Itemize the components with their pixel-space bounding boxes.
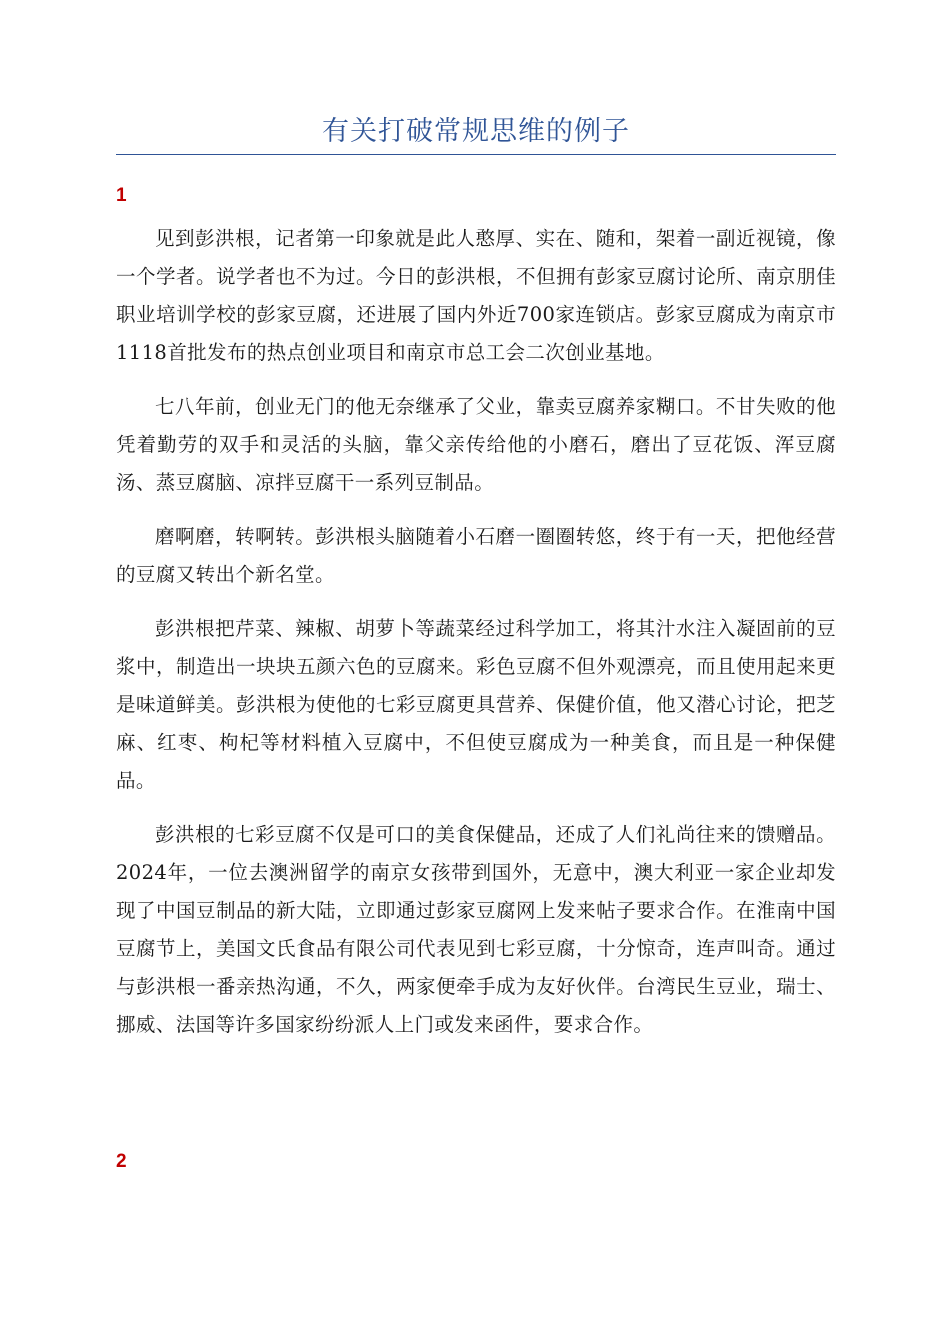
paragraph-2: 七八年前，创业无门的他无奈继承了父业，靠卖豆腐养家糊口。不甘失败的他凭着勤劳的双手和灵活的头脑，靠父亲传给他的小磨石，磨出了豆花饭、浑豆腐汤、蒸豆腐脑、凉拌豆腐干一系列豆制品。	[116, 395, 836, 494]
section-number-1: 1	[116, 185, 127, 206]
section-number-2: 2	[116, 1151, 127, 1172]
paragraph-4: 彭洪根把芹菜、辣椒、胡萝卜等蔬菜经过科学加工，将其汁水注入凝固前的豆浆中，制造出一块块五颜六色的豆腐来。彩色豆腐不但外观漂亮，而且使用起来更是味道鲜美。彭洪根为使他的七彩豆腐更具营养、保健价值，他又潜心讨论，把芝麻、红枣、枸杞等材料植入豆腐中，不但使豆腐成为一种美食，而且是一种保健品。	[116, 617, 836, 792]
document-title: 有关打破常规思维的例子	[322, 116, 630, 147]
paragraph-5: 彭洪根的七彩豆腐不仅是可口的美食保健品，还成了人们礼尚往来的馈赠品。2024年，一位去澳洲留学的南京女孩带到国外，无意中，澳大利亚一家企业却发现了中国豆制品的新大陆，立即通过彭家豆腐网上发来帖子要求合作。在淮南中国豆腐节上，美国文氏食品有限公司代表见到七彩豆腐，十分惊奇，连声叫奇。通过与彭洪根一番亲热沟通，不久，两家便牵手成为友好伙伴。台湾民生豆业，瑞士、挪威、法国等许多国家纷纷派人上门或发来函件，要求合作。	[116, 823, 836, 1036]
paragraph-3: 磨啊磨，转啊转。彭洪根头脑随着小石磨一圈圈转悠，终于有一天，把他经营的豆腐又转出个新名堂。	[116, 525, 836, 586]
title-divider	[116, 154, 836, 155]
section-1-body	[116, 220, 836, 1060]
paragraph-1: 见到彭洪根，记者第一印象就是此人憨厚、实在、随和，架着一副近视镜，像一个学者。说学者也不为过。今日的彭洪根，不但拥有彭家豆腐讨论所、南京朋佳职业培训学校的彭家豆腐，还进展了国内外近700家连锁店。彭家豆腐成为南京市1118首批发布的热点创业项目和南京市总工会二次创业基地。	[116, 227, 836, 364]
